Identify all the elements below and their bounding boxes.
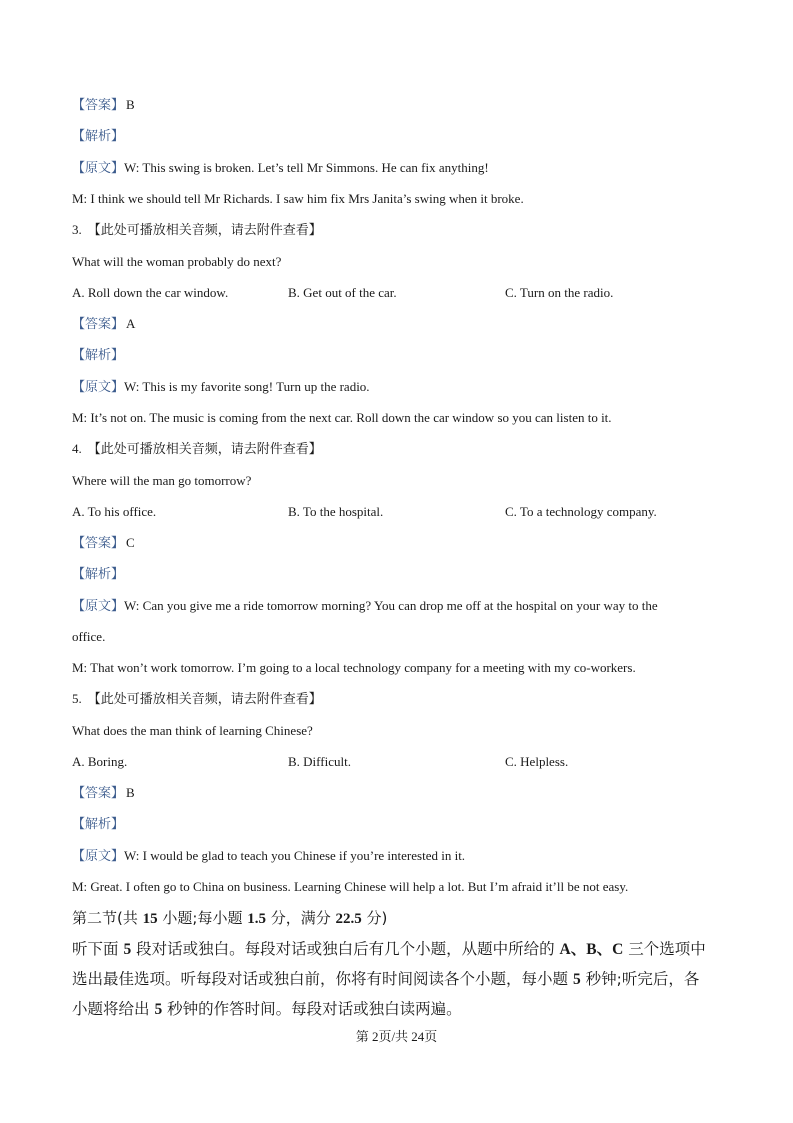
original-tag: 【原文】: [72, 849, 125, 864]
original-tag: 【原文】: [72, 380, 125, 395]
q5-original-w: [72, 847, 465, 866]
analysis-tag: 【解析】: [72, 817, 125, 832]
q3-answer: [72, 315, 135, 334]
instruction-text: 三个选项中: [623, 940, 706, 958]
q5-question: What does the man think of learning Chinese?: [72, 723, 313, 738]
q4-option-b: B. To the hospital.: [288, 504, 384, 519]
q5-header: [72, 690, 322, 709]
q3-option-a: A. Roll down the car window.: [72, 285, 229, 300]
q4-original-w-cont: office.: [72, 629, 106, 644]
question-number: 3.: [72, 222, 82, 237]
q2-original-w: [72, 159, 489, 178]
section-title-text: 分): [361, 909, 388, 927]
section-title-text: 分，满分: [265, 909, 336, 927]
instruction-number: 5: [123, 941, 132, 958]
answer-value: A: [126, 316, 136, 331]
section-title: [72, 908, 387, 929]
analysis-tag: 【解析】: [72, 348, 125, 363]
original-tag: 【原文】: [72, 599, 125, 614]
q5-answer: [72, 784, 135, 803]
q4-analysis: [72, 565, 124, 584]
q3-option-b: B. Get out of the car.: [288, 285, 397, 300]
section-points: 1.5: [247, 911, 266, 927]
section-instruction-2: [72, 968, 699, 991]
q3-option-c: C. Turn on the radio.: [505, 285, 614, 300]
section-title-text: 小题;每小题: [157, 909, 248, 927]
answer-tag: 【答案】: [72, 786, 125, 801]
q5-original-m: M: Great. I often go to China on business. Learning Chinese will help a lot. But I’m afraid it’ll be not easy.: [72, 879, 629, 894]
q5-option-c: C. Helpless.: [505, 754, 569, 769]
audio-link[interactable]: 【此处可播放相关音频，请去附件查看】: [87, 223, 322, 238]
q3-analysis: [72, 346, 124, 365]
original-text: W: This is my favorite song! Turn up the radio.: [124, 379, 370, 394]
q5-analysis: [72, 815, 124, 834]
q3-question: What will the woman probably do next?: [72, 254, 282, 269]
q2-answer: [72, 96, 135, 115]
q5-option-a: A. Boring.: [72, 754, 128, 769]
analysis-tag: 【解析】: [72, 129, 125, 144]
page-footer: 第 2页/共 24页: [355, 1029, 438, 1044]
original-text: W: Can you give me a ride tomorrow morning? You can drop me off at the hospital on your way to the: [124, 598, 658, 613]
q4-option-c: C. To a technology company.: [505, 504, 657, 519]
q5-option-b: B. Difficult.: [288, 754, 351, 769]
q3-original-m: M: It’s not on. The music is coming from the next car. Roll down the car window so you can listen to it.: [72, 410, 612, 425]
q4-original-w: [72, 597, 658, 616]
answer-value: B: [126, 97, 135, 112]
section-instruction-1: [72, 938, 706, 961]
instruction-text: 秒钟;听完后，各: [580, 970, 700, 988]
audio-link[interactable]: 【此处可播放相关音频，请去附件查看】: [87, 442, 322, 457]
section-count: 15: [142, 911, 158, 927]
instruction-number: 5: [154, 1001, 163, 1018]
audio-link[interactable]: 【此处可播放相关音频，请去附件查看】: [87, 692, 322, 707]
instruction-text: 小题将给出: [72, 1000, 155, 1018]
q2-analysis: [72, 127, 124, 146]
answer-value: C: [126, 535, 135, 550]
original-tag: 【原文】: [72, 161, 125, 176]
instruction-number: 5: [572, 971, 581, 988]
instruction-text: 段对话或独白。每段对话或独白后有几个小题，从题中所给的: [131, 940, 560, 958]
original-text: W: This swing is broken. Let’s tell Mr Simmons. He can fix anything!: [124, 160, 489, 175]
question-number: 4.: [72, 441, 82, 456]
answer-tag: 【答案】: [72, 98, 125, 113]
section-instruction-3: [72, 998, 462, 1021]
q4-header: [72, 440, 322, 459]
q2-original-m: M: I think we should tell Mr Richards. I saw him fix Mrs Janita’s swing when it broke.: [72, 191, 524, 206]
q4-question: Where will the man go tomorrow?: [72, 473, 252, 488]
answer-tag: 【答案】: [72, 536, 125, 551]
q4-original-m: M: That won’t work tomorrow. I’m going to a local technology company for a meeting with my co-workers.: [72, 660, 636, 675]
section-total: 22.5: [335, 911, 362, 927]
instruction-options: A、B、C: [559, 941, 624, 958]
section-title-text: 第二节(共: [72, 909, 143, 927]
instruction-text: 听下面: [72, 940, 124, 958]
instruction-text: 选出最佳选项。听每段对话或独白前，你将有时间阅读各个小题，每小题: [72, 970, 573, 988]
analysis-tag: 【解析】: [72, 567, 125, 582]
q4-option-a: A. To his office.: [72, 504, 157, 519]
q3-header: [72, 221, 322, 240]
answer-value: B: [126, 785, 135, 800]
question-number: 5.: [72, 691, 82, 706]
original-text: W: I would be glad to teach you Chinese if you’re interested in it.: [124, 848, 466, 863]
answer-tag: 【答案】: [72, 317, 125, 332]
instruction-text: 秒钟的作答时间。每段对话或独白读两遍。: [162, 1000, 462, 1018]
q3-original-w: [72, 378, 370, 397]
q4-answer: [72, 534, 135, 553]
